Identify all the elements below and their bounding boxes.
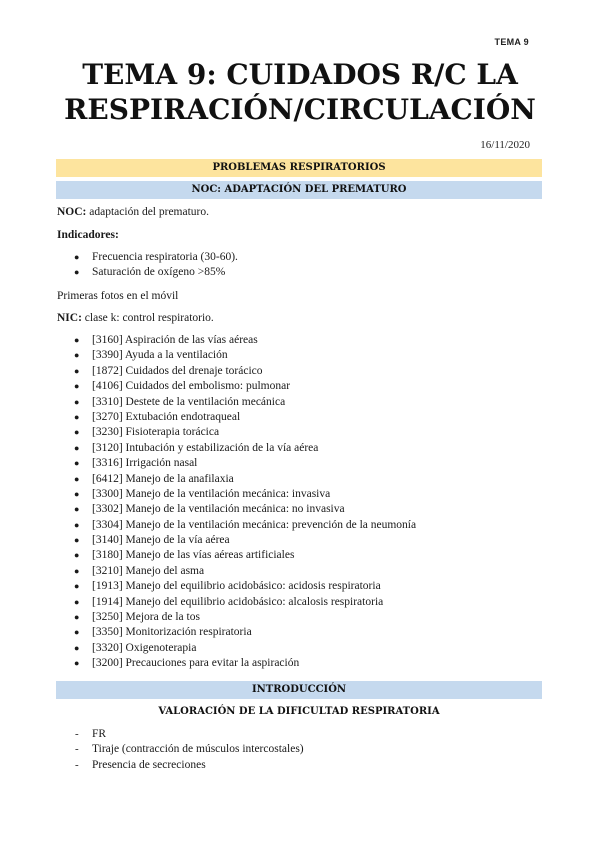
bullet-icon: ● bbox=[74, 458, 80, 469]
list-item bbox=[57, 379, 416, 394]
bullet-icon: ● bbox=[74, 581, 80, 592]
nic-line bbox=[57, 312, 214, 324]
list-item-text: [3350] Monitorización respiratoria bbox=[92, 626, 252, 639]
indicadores-heading bbox=[57, 229, 119, 241]
nic-label: NIC: bbox=[57, 312, 82, 324]
list-item bbox=[57, 487, 416, 502]
document-date: 16/11/2020 bbox=[480, 139, 530, 151]
list-item bbox=[57, 595, 416, 610]
list-item-text: [3230] Fisioterapia torácica bbox=[92, 426, 220, 439]
list-item bbox=[57, 425, 416, 440]
list-item bbox=[57, 348, 416, 363]
bullet-icon: ● bbox=[74, 642, 80, 653]
list-item bbox=[57, 333, 416, 348]
list-item bbox=[57, 250, 238, 265]
bullet-icon: ● bbox=[74, 612, 80, 623]
list-item bbox=[57, 641, 416, 656]
list-item bbox=[57, 758, 304, 773]
list-item bbox=[57, 548, 416, 563]
list-item-text: [3140] Manejo de la vía aérea bbox=[92, 534, 230, 547]
list-item-text: [3250] Mejora de la tos bbox=[92, 611, 200, 624]
list-item-text: [3200] Precauciones para evitar la aspiración bbox=[92, 657, 300, 670]
bullet-icon: ● bbox=[74, 365, 80, 376]
list-item-text: Frecuencia respiratoria (30-60). bbox=[92, 251, 238, 263]
list-item-text: [3302] Manejo de la ventilación mecánica: no invasiva bbox=[92, 503, 345, 516]
bullet-icon: ● bbox=[74, 335, 80, 345]
list-item bbox=[57, 742, 304, 757]
list-item bbox=[57, 441, 416, 456]
bullet-icon: ● bbox=[74, 565, 80, 576]
bullet-icon: ● bbox=[74, 442, 80, 453]
list-item-text: [1913] Manejo del equilibrio acidobásico: acidosis respiratoria bbox=[92, 580, 381, 593]
list-item bbox=[57, 518, 416, 533]
list-item bbox=[57, 472, 416, 487]
photos-note: Primeras fotos en el móvil bbox=[57, 290, 179, 302]
list-item bbox=[57, 265, 238, 280]
list-item bbox=[57, 656, 416, 671]
bullet-icon: ● bbox=[74, 252, 80, 262]
indicadores-list bbox=[57, 250, 238, 281]
list-item-text: [3300] Manejo de la ventilación mecánica: invasiva bbox=[92, 487, 331, 500]
list-item-text: [3316] Irrigación nasal bbox=[92, 457, 198, 470]
bullet-icon: ● bbox=[74, 473, 80, 484]
section-band-introduccion: INTRODUCCIÓN bbox=[56, 681, 542, 699]
bullet-icon: ● bbox=[74, 519, 80, 530]
noc-line bbox=[57, 206, 209, 218]
list-item-text: [3210] Manejo del asma bbox=[92, 564, 205, 577]
list-item bbox=[57, 727, 304, 742]
list-item-text: [3270] Extubación endotraqueal bbox=[92, 410, 241, 423]
valoracion-heading: VALORACIÓN DE LA DIFICULTAD RESPIRATORIA bbox=[158, 706, 440, 717]
dash-icon: - bbox=[75, 743, 79, 756]
list-item-text: [1872] Cuidados del drenaje torácico bbox=[92, 364, 263, 377]
list-item-text: [3310] Destete de la ventilación mecánica bbox=[92, 395, 286, 408]
list-item bbox=[57, 533, 416, 548]
list-item-text: Presencia de secreciones bbox=[92, 758, 206, 771]
list-item-text: [3390] Ayuda a la ventilación bbox=[92, 349, 228, 362]
indicadores-label: Indicadores: bbox=[57, 229, 119, 241]
bullet-icon: ● bbox=[74, 535, 80, 546]
title-line-1: TEMA 9: CUIDADOS R/C LA bbox=[82, 58, 518, 91]
bullet-icon: ● bbox=[74, 550, 80, 561]
list-item-text: FR bbox=[92, 728, 107, 740]
list-item bbox=[57, 410, 416, 425]
bullet-icon: ● bbox=[74, 381, 80, 392]
list-item-text: [4106] Cuidados del embolismo: pulmonar bbox=[92, 380, 291, 393]
dash-icon: - bbox=[75, 728, 79, 740]
page-title bbox=[56, 57, 544, 127]
noc-label: NOC: bbox=[57, 206, 87, 218]
bullet-icon: ● bbox=[74, 267, 80, 278]
bullet-icon: ● bbox=[74, 488, 80, 499]
list-item bbox=[57, 456, 416, 471]
list-item bbox=[57, 625, 416, 640]
dash-icon: - bbox=[75, 758, 79, 771]
bullet-icon: ● bbox=[74, 596, 80, 607]
list-item-text: Saturación de oxígeno >85% bbox=[92, 266, 226, 279]
noc-text: adaptación del prematuro. bbox=[86, 206, 210, 218]
bullet-icon: ● bbox=[74, 350, 80, 361]
bullet-icon: ● bbox=[74, 627, 80, 638]
list-item-text: [3320] Oxigenoterapia bbox=[92, 641, 197, 654]
bullet-icon: ● bbox=[74, 427, 80, 438]
section-band-noc: NOC: ADAPTACIÓN DEL PREMATURO bbox=[56, 181, 542, 199]
section-band-problemas: PROBLEMAS RESPIRATORIOS bbox=[56, 159, 542, 177]
list-item-text: [6412] Manejo de la anafilaxia bbox=[92, 472, 234, 485]
list-item-text: [3304] Manejo de la ventilación mecánica: prevención de la neumonía bbox=[92, 518, 417, 531]
bullet-icon: ● bbox=[74, 396, 80, 407]
list-item-text: [1914] Manejo del equilibrio acidobásico: alcalosis respiratoria bbox=[92, 595, 384, 608]
title-line-2: RESPIRACIÓN/CIRCULACIÓN bbox=[64, 93, 536, 126]
valoracion-list bbox=[57, 727, 304, 773]
list-item bbox=[57, 610, 416, 625]
list-item-text: [3180] Manejo de las vías aéreas artificiales bbox=[92, 549, 295, 562]
list-item-text: [3160] Aspiración de las vías aéreas bbox=[92, 334, 258, 346]
list-item bbox=[57, 564, 416, 579]
nic-text: clase k: control respiratorio. bbox=[81, 312, 214, 324]
bullet-icon: ● bbox=[74, 658, 80, 669]
header-tag: TEMA 9 bbox=[494, 37, 529, 47]
list-item bbox=[57, 579, 416, 594]
list-item-text: Tiraje (contracción de músculos intercostales) bbox=[92, 743, 304, 756]
bullet-icon: ● bbox=[74, 504, 80, 515]
nic-list bbox=[57, 333, 416, 672]
list-item bbox=[57, 364, 416, 379]
list-item-text: [3120] Intubación y estabilización de la vía aérea bbox=[92, 441, 319, 454]
list-item bbox=[57, 502, 416, 517]
bullet-icon: ● bbox=[74, 411, 80, 422]
list-item bbox=[57, 395, 416, 410]
